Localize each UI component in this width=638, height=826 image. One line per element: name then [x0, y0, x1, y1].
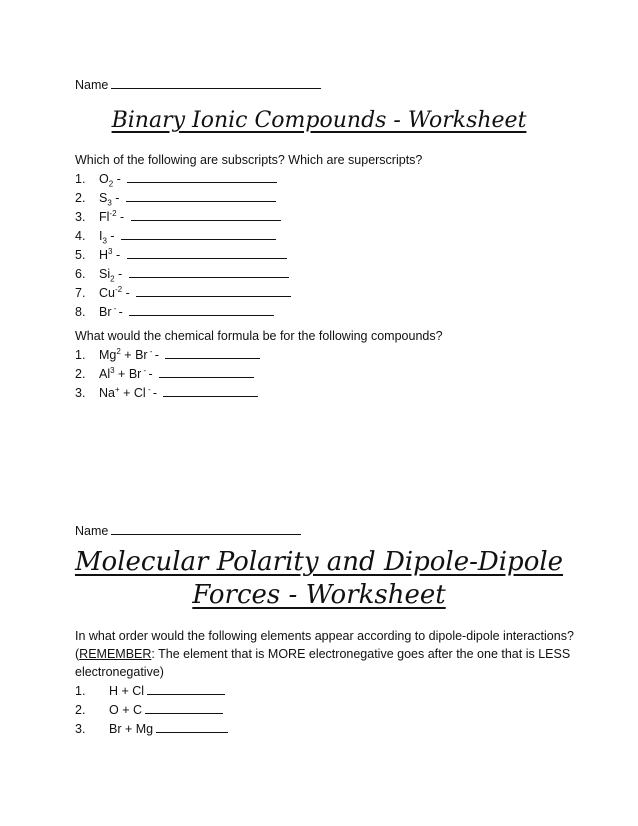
answer-blank[interactable]	[163, 384, 258, 397]
name-label: Name	[75, 524, 109, 538]
answer-blank[interactable]	[156, 720, 228, 733]
compound-question-item: 1. $Mg^2 + Br$ - -	[75, 346, 260, 363]
name-line-2	[75, 522, 301, 539]
dipole-question-item: 2. O + C	[75, 701, 223, 718]
instruction-formula: What would the chemical formula be for the following compounds?	[75, 329, 443, 343]
compound-question-item: 2. $Al^3 + Br$ - -	[75, 365, 254, 382]
answer-blank[interactable]	[127, 246, 287, 259]
subscript-question-item: 7. $Cu^{-2}$ -	[75, 284, 291, 301]
worksheet-title-1: Binary Ionic Compounds - Worksheet	[111, 108, 527, 133]
name-line-1	[75, 76, 321, 93]
dipole-question-item: 1. H + Cl	[75, 682, 225, 699]
worksheet-title-2-line-1: Molecular Polarity and Dipole-Dipole	[74, 547, 564, 577]
name-blank[interactable]	[111, 522, 301, 535]
answer-blank[interactable]	[126, 189, 276, 202]
dipole-question-item: 3. Br + Mg	[75, 720, 228, 737]
worksheet-title-2-line-2: Forces - Worksheet	[192, 580, 446, 610]
subscript-question-item: 3. $Fl^{-2}$ -	[75, 208, 281, 225]
answer-blank[interactable]	[165, 346, 260, 359]
subscript-question-item: 2. $S_3$ -	[75, 189, 276, 206]
remember-word: REMEMBER	[79, 647, 152, 661]
name-label: Name	[75, 78, 109, 92]
compound-question-item: 3. Na+ + Cl - -	[75, 384, 258, 401]
instruction-dipole: In what order would the following elements appear according to dipole-dipole interactions?	[75, 629, 574, 643]
subscript-question-item: 5. $H^3$ -	[75, 246, 287, 263]
subscript-question-item: 8. Br - -	[75, 303, 274, 320]
remember-note-end: electronegative)	[75, 665, 164, 679]
answer-blank[interactable]	[147, 682, 225, 695]
name-blank[interactable]	[111, 76, 321, 89]
answer-blank[interactable]	[136, 284, 291, 297]
answer-blank[interactable]	[129, 303, 274, 316]
subscript-question-item: 1. $O_2$ -	[75, 170, 277, 187]
answer-blank[interactable]	[159, 365, 254, 378]
answer-blank[interactable]	[131, 208, 281, 221]
answer-blank[interactable]	[129, 265, 289, 278]
instruction-subscripts: Which of the following are subscripts? Which are superscripts?	[75, 153, 423, 167]
answer-blank[interactable]	[121, 227, 276, 240]
answer-blank[interactable]	[145, 701, 223, 714]
subscript-question-item: 4. $I_3$ -	[75, 227, 276, 244]
remember-note: (REMEMBER: The element that is MORE electronegative goes after the one that is LESS	[75, 647, 571, 661]
answer-blank[interactable]	[127, 170, 277, 183]
subscript-question-item: 6. $Si_2$ -	[75, 265, 289, 282]
